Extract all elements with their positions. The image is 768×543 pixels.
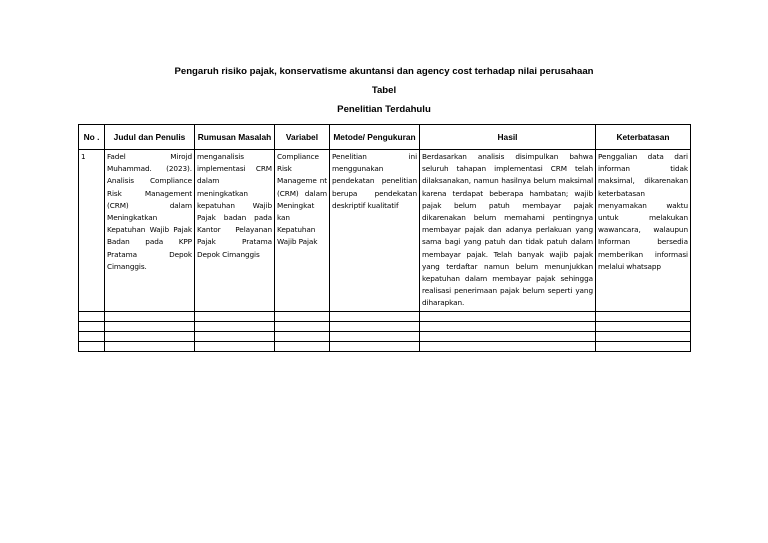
cell-metode: Penelitian ini menggunakan pendekatan penelitian berupa pendekatan deskriptif kualitatif (330, 150, 420, 312)
cell-rumusan: menganalisis implementasi CRM dalam meningkatkan kepatuhan Wajib Pajak badan pada Kantor Pelayanan Pajak Pratama Depok Cimanggis (195, 150, 275, 312)
table-caption: Penelitian Terdahulu (337, 104, 431, 115)
empty-row (79, 331, 691, 341)
header-row (79, 125, 691, 150)
cell-hasil: Berdasarkan analisis disimpulkan bahwa seluruh tahapan implementasi CRM telah dilaksanakan, namun hasilnya belum maksimal karena terdapat beberapa hambatan; wajib pajak belum patuh membayar pajak dikarenakan belum memahami pentingnya membayar pajak dan adanya perlakuan yang sama bagi yang patuh dan tidak patuh dalam membayar pajak. Telah banyak wajib pajak yang terdaftar namun belum menunjukkan kepatuhan dalam membayar pajak sehingga realisasi penerimaan pajak belum seperti yang diharapkan. (420, 150, 596, 312)
header-rumusan: Rumusan Masalah (195, 125, 275, 150)
header-variabel: Variabel (275, 125, 330, 150)
table-row (79, 150, 691, 312)
header-no: No . (79, 125, 105, 150)
empty-row (79, 321, 691, 331)
table-label: Tabel (371, 85, 397, 96)
cell-keterbatasan: Penggalian data dari informan tidak maksimal, dikarenakan keterbatasan menyamakan waktu untuk melakukan wawancara, walaupun Informan bersedia memberikan informasi melalui whatsapp (596, 150, 691, 312)
cell-judul: Fadel Mirojd Muhammad. (2023). Analisis Compliance Risk Management (CRM) dalam Meningkatkan Kepatuhan Wajib Pajak Badan pada KPP Pratama Depok Cimanggis. (105, 150, 195, 312)
cell-no: 1 (79, 150, 105, 312)
header-metode: Metode/ Pengukuran (330, 125, 420, 150)
header-keterbatasan: Keterbatasan (596, 125, 691, 150)
empty-row (79, 311, 691, 321)
empty-row (79, 341, 691, 351)
research-table (78, 124, 691, 352)
header-hasil: Hasil (420, 125, 596, 150)
cell-variabel: Compliance Risk Manageme nt (CRM) dalam Meningkat kan Kepatuhan Wajib Pajak (275, 150, 330, 312)
document-title: Pengaruh risiko pajak, konservatisme akuntansi dan agency cost terhadap nilai perusahaan (174, 66, 594, 77)
header-judul: Judul dan Penulis (105, 125, 195, 150)
